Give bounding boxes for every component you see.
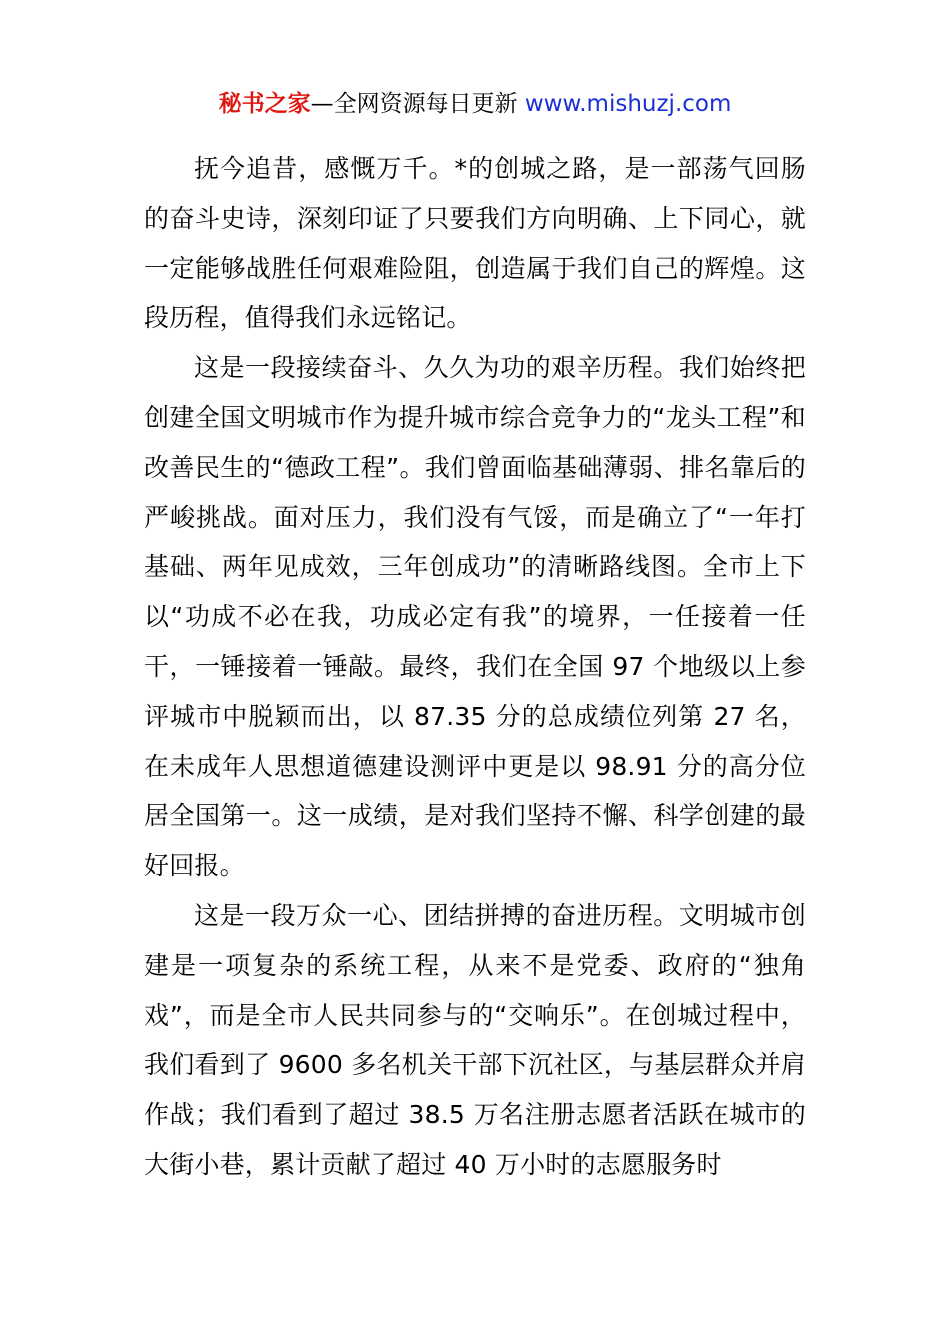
site-header [0,88,950,120]
document-body [144,144,806,1190]
paragraph-intro: 抚今追昔，感慨万千。*的创城之路，是一部荡气回肠的奋斗史诗，深刻印证了只要我们方向明确、上下同心，就一定能够战胜任何艰难险阻，创造属于我们自己的辉煌。这段历程，值得我们永远铭记。 [144,154,806,333]
brand-name: 秘书之家 [218,91,311,117]
paragraph-unity: 这是一段万众一心、团结拼搏的奋进历程。文明城市创建是一项复杂的系统工程，从来不是党委、政府的“独角戏”，而是全市人民共同参与的“交响乐”。在创城过程中，我们看到了 9600 多名机关干部下沉社区，与基层群众并肩作战；我们看到了超过 38.5 万名注册志愿者活跃在城市的大街小巷，累计贡献了超过 40 万小时的志愿服务时 [144,900,806,1179]
site-url-link[interactable]: www.mishuzj.com [524,91,732,117]
header-slogan: —全网资源每日更新 [310,91,518,117]
paragraph-struggle: 这是一段接续奋斗、久久为功的艰辛历程。我们始终把创建全国文明城市作为提升城市综合竞争力的“龙头工程”和改善民生的“德政工程”。我们曾面临基础薄弱、排名靠后的严峻挑战。面对压力，我们没有气馁，而是确立了“一年打基础、两年见成效，三年创成功”的清晰路线图。全市上下以“功成不必在我，功成必定有我”的境界，一任接着一任干，一锤接着一锤敲。最终，我们在全国 97 个地级以上参评城市中脱颖而出，以 87.35 分的总成绩位列第 27 名，在未成年人思想道德建设测评中更是以 98.91 分的高分位居全国第一。这一成绩，是对我们坚持不懈、科学创建的最好回报。 [144,353,806,881]
